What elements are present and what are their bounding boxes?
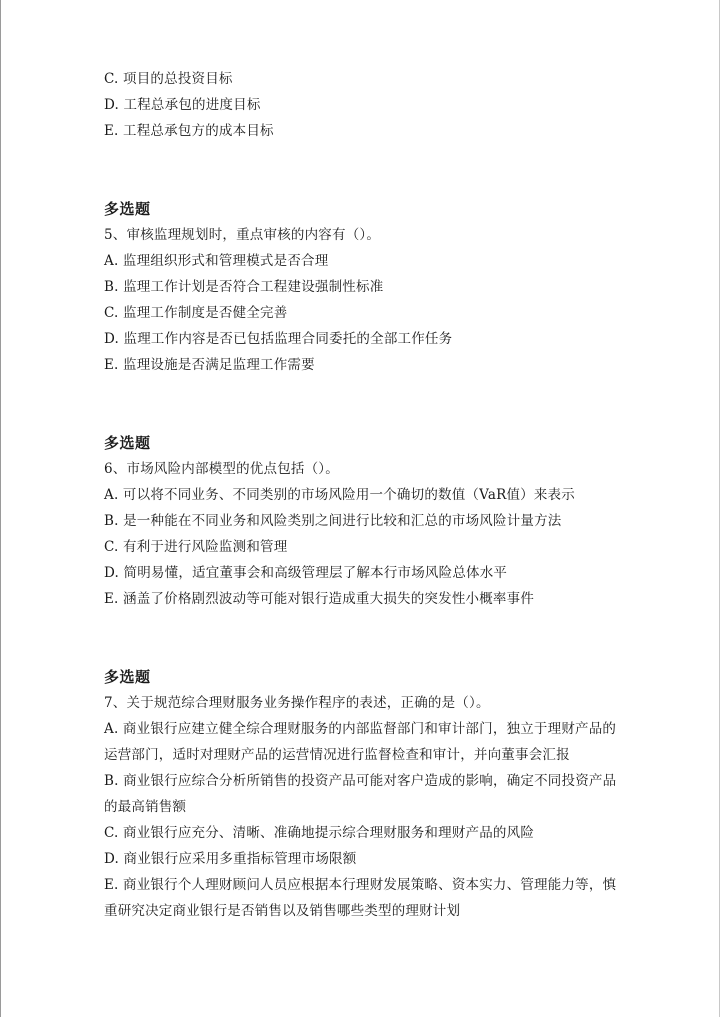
option-c: C. 商业银行应充分、清晰、准确地提示综合理财服务和理财产品的风险 [104,825,535,841]
option-b: B. 监理工作计划是否符合工程建设强制性标准 [104,279,384,295]
question-section-7 [104,664,624,924]
option-c: C. 监理工作制度是否健全完善 [104,305,288,321]
question-text: 6、市场风险内部模型的优点包括（）。 [104,461,339,477]
option-a: A. 商业银行应建立健全综合理财服务的内部监督部门和审计部门，独立于理财产品的运营部门，适时对理财产品的运营情况进行监督检查和审计，并向董事会汇报 [104,721,617,763]
page-edge-left [0,0,1,1017]
option-a: A. 监理组织形式和管理模式是否合理 [104,253,329,269]
option-e: E. 工程总承包方的成本目标 [104,123,274,139]
option-d: D. 商业银行应采用多重指标管理市场限额 [104,851,357,867]
top-option-list [104,66,624,144]
section-spacer [104,612,624,664]
question-text: 5、审核监理规划时，重点审核的内容有（）。 [104,227,381,243]
question-text: 7、关于规范综合理财服务业务操作程序的表述，正确的是（）。 [104,695,490,711]
section-heading: 多选题 [104,668,151,686]
option-d: D. 简明易懂，适宜董事会和高级管理层了解本行市场风险总体水平 [104,565,508,581]
section-heading: 多选题 [104,434,151,452]
section-heading: 多选题 [104,200,151,218]
question-section-5 [104,196,624,378]
option-b: B. 商业银行应综合分析所销售的投资产品可能对客户造成的影响，确定不同投资产品的最高销售额 [104,773,617,815]
option-d: D. 监理工作内容是否已包括监理合同委托的全部工作任务 [104,331,453,347]
document-body [104,66,624,924]
option-e: E. 监理设施是否满足监理工作需要 [104,357,315,373]
option-c: C. 有利于进行风险监测和管理 [104,539,288,555]
option-a: A. 可以将不同业务、不同类别的市场风险用一个确切的数值（VaR值）来表示 [104,487,575,503]
section-spacer [104,378,624,430]
option-e: E. 商业银行个人理财顾问人员应根据本行理财发展策略、资本实力、管理能力等，慎重研究决定商业银行是否销售以及销售哪些类型的理财计划 [104,877,617,919]
section-spacer [104,144,624,196]
option-d: D. 工程总承包的进度目标 [104,97,261,113]
option-e: E. 涵盖了价格剧烈波动等可能对银行造成重大损失的突发性小概率事件 [104,591,535,607]
option-b: B. 是一种能在不同业务和风险类别之间进行比较和汇总的市场风险计量方法 [104,513,562,529]
question-section-6 [104,430,624,612]
option-c: C. 项目的总投资目标 [104,71,233,87]
